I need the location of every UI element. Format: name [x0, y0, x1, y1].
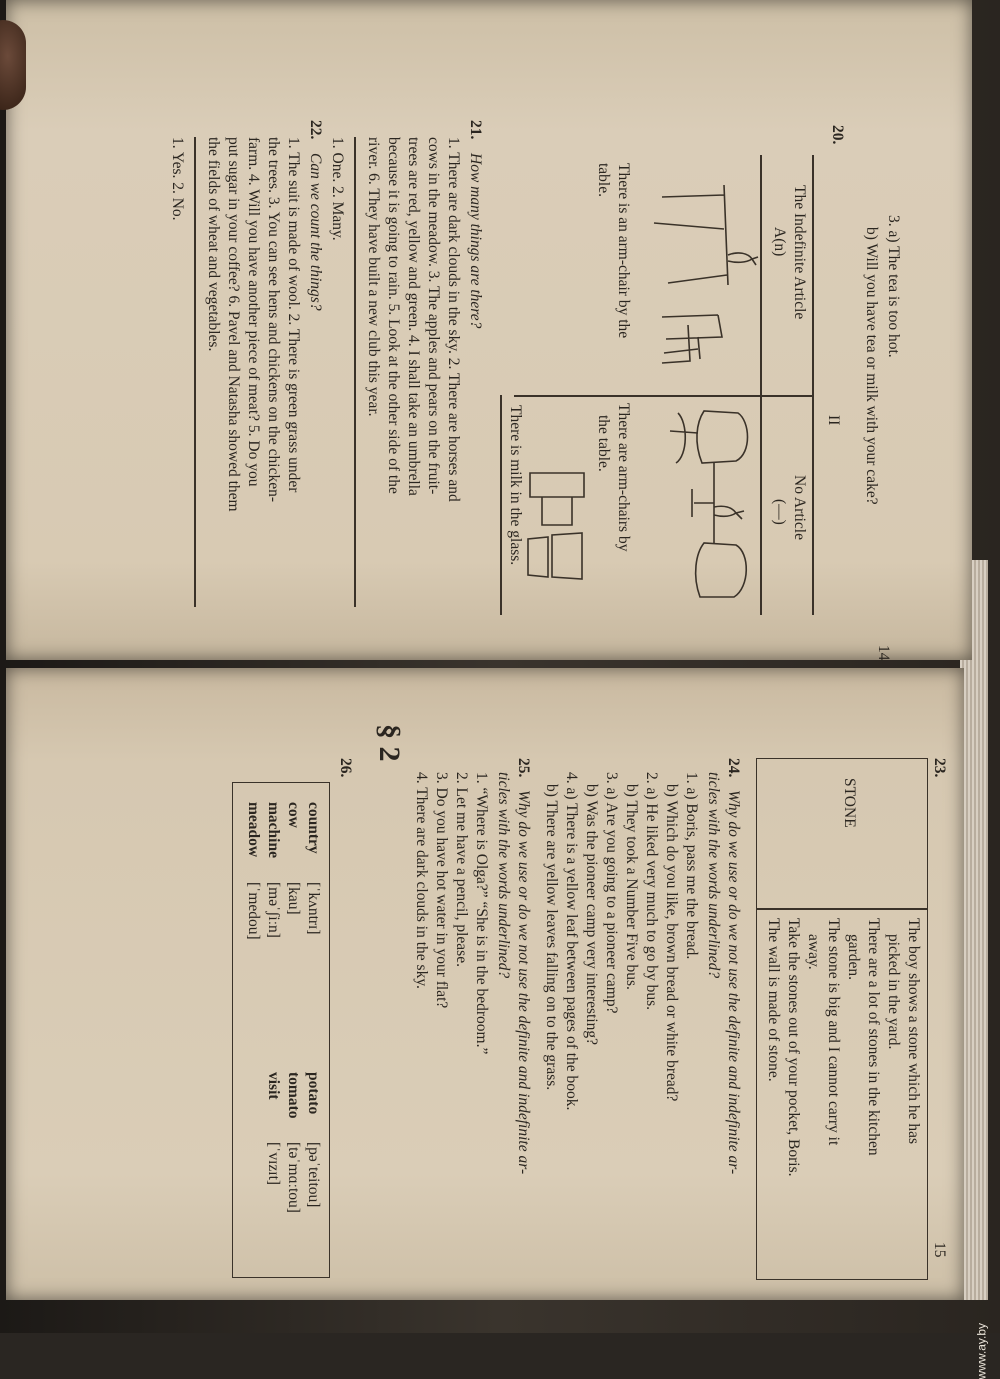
exercise-25-line-1: 1. “Where is Olga?” “She is in the bedroom.”	[473, 772, 490, 1055]
exercise-24-line-2: b) Which do you like, brown bread or white bread?	[663, 784, 680, 1102]
row1-col1-line2: table.	[595, 163, 612, 197]
exercise-22-line-4: put sugar in your coffee? 6. Pavel and Natasha showed them	[225, 137, 242, 512]
vocab-left-word-2: cow	[285, 802, 302, 828]
exercise-24-title-2: ticles with the words underlined?	[705, 772, 722, 979]
page-number-14: 14	[875, 645, 892, 661]
exercise-21-line-4: because it is going to rain. 5. Look at the other side of the	[385, 137, 402, 494]
stone-line-1: The boy shows a stone which he has	[905, 918, 922, 1144]
col1-heading-1: The Indefinite Article	[791, 185, 808, 320]
vocab-right-word-3: visit	[265, 1072, 282, 1100]
vocab-right-word-2: tomato	[285, 1072, 302, 1119]
stone-line-4: garden.	[845, 934, 862, 981]
vocab-left-ipa-1: [ˈkʌntrɪ]	[305, 882, 322, 935]
exercise-24-number: 24.	[725, 758, 742, 778]
col2-heading-2: (—)	[771, 499, 788, 525]
vocab-left-ipa-2: [kau]	[285, 882, 302, 915]
exercise-22-title: Can we count the things?	[307, 153, 324, 311]
section-heading: § 2	[373, 724, 406, 762]
vocab-left-word-1: country	[305, 802, 322, 854]
exercise-22-answer: 1. Yes. 2. No.	[169, 137, 186, 221]
vocab-left-word-4: meadow	[245, 802, 262, 858]
exercise-21-number: 21.	[467, 120, 484, 140]
exercise-20-number: 20.	[829, 125, 846, 145]
exercise-25-line-2: 2. Let me have a pencil, please.	[453, 772, 470, 967]
vocab-right-word-1: potato	[305, 1072, 322, 1115]
exercise-24-line-1: 1. a) Boris, pass me the bread.	[683, 772, 700, 960]
vocab-left-word-3: machine	[265, 802, 282, 858]
vocab-right-ipa-1: [pəˈteitou]	[305, 1142, 322, 1208]
table-roman-numeral: II	[825, 415, 842, 426]
exercise-25-title-1: Why do we use or do we not use the definite and indefinite ar-	[515, 790, 532, 1175]
exercise-25-line-3: 3. Do you have hot water in your flat?	[433, 772, 450, 1009]
exercise-24-line-4: b) They took a Number Five bus.	[623, 784, 640, 990]
thumb	[0, 20, 26, 110]
exercise-22-line-2: the trees. 3. You can see hens and chickens on the chicken-	[265, 137, 282, 502]
exercise-21-title: How many things are there?	[467, 153, 484, 329]
exercise-21-line-5: river. 6. They have built a new club this year.	[365, 137, 382, 417]
exercise-21-line-3: trees are red, yellow and green. 4. I shall take an umbrella	[405, 137, 422, 496]
exercise-25-number: 25.	[515, 758, 532, 778]
col1-heading-2: A(n)	[771, 227, 788, 257]
page-number-15: 15	[931, 1242, 948, 1258]
exercise-24-line-3: 2. a) He liked very much to go by bus.	[643, 772, 660, 1011]
stone-line-3: There are a lot of stones in the kitchen	[865, 918, 882, 1156]
exercise-3b: b) Will you have tea or milk with your cake?	[863, 227, 880, 505]
stone-box-divider	[756, 908, 928, 910]
vocab-left-ipa-3: [məˈʃiːn]	[265, 882, 282, 938]
exercise-22-number: 22.	[307, 120, 324, 140]
exercise-24-title-1: Why do we use or do we not use the definite and indefinite ar-	[725, 790, 742, 1175]
exercise-3a: 3. a) The tea is too hot.	[885, 215, 902, 358]
row1-col1-line1: There is an arm-chair by the	[615, 163, 632, 339]
exercise-24-line-5: 3. a) Are you going to a pioneer camp?	[603, 772, 620, 1014]
exercise-21-line-2: cows in the meadow. 3. The apples and pears on the fruit-	[425, 137, 442, 495]
stone-label: STONE	[841, 778, 858, 828]
stone-line-2: picked in the yard.	[885, 934, 902, 1050]
page-15-content	[8, 672, 958, 1297]
vocab-right-ipa-2: [təˈmɑːtou]	[285, 1142, 302, 1213]
exercise-25-title-2: ticles with the words underlined?	[495, 772, 512, 979]
page-14-content-lower	[4, 5, 964, 655]
vocab-right-ipa-3: [ˈvɪzɪt]	[265, 1142, 282, 1186]
exercise-23-number: 23.	[931, 758, 948, 778]
exercise-24-line-8: b) There are yellow leaves falling on to the grass.	[543, 784, 560, 1091]
row1-col2-line1: There are arm-chairs by	[615, 403, 632, 552]
stone-line-7: Take the stones out of your pocket, Boris.	[785, 918, 802, 1177]
exercise-21-answer: 1. One. 2. Many.	[329, 137, 346, 241]
exercise-22-rule	[195, 137, 197, 607]
stone-line-5: The stone is big and I cannot carry it	[825, 918, 842, 1146]
stone-line-8: The wall is made of stone.	[765, 918, 782, 1082]
exercise-22-line-5: the fields of wheat and vegetables.	[205, 137, 222, 352]
col2-heading-1: No Article	[791, 475, 808, 540]
exercise-24-line-6: b) Was the pioneer camp very interesting?	[583, 784, 600, 1046]
watermark: www.ay.by	[974, 1323, 988, 1379]
exercise-26-number: 26.	[337, 758, 354, 778]
exercise-22-line-1: 1. The suit is made of wool. 2. There is green grass under	[285, 137, 302, 493]
vocab-left-ipa-4: [ˈmedou]	[245, 882, 262, 940]
exercise-22-line-3: farm. 4. Will you have another piece of meat? 5. Do you	[245, 137, 262, 487]
exercise-21-line-1: 1. There are dark clouds in the sky. 2. There are horses and	[445, 137, 462, 502]
row1-col2-line2: the table.	[595, 415, 612, 472]
page-edges	[960, 560, 988, 1300]
row2-col2: There is milk in the glass.	[507, 405, 524, 566]
exercise-25-line-4: 4. There are dark clouds in the sky.	[413, 772, 430, 989]
exercise-24-line-7: 4. a) There is a yellow leaf between pages of the book.	[563, 772, 580, 1111]
stone-line-6: away.	[805, 934, 822, 970]
